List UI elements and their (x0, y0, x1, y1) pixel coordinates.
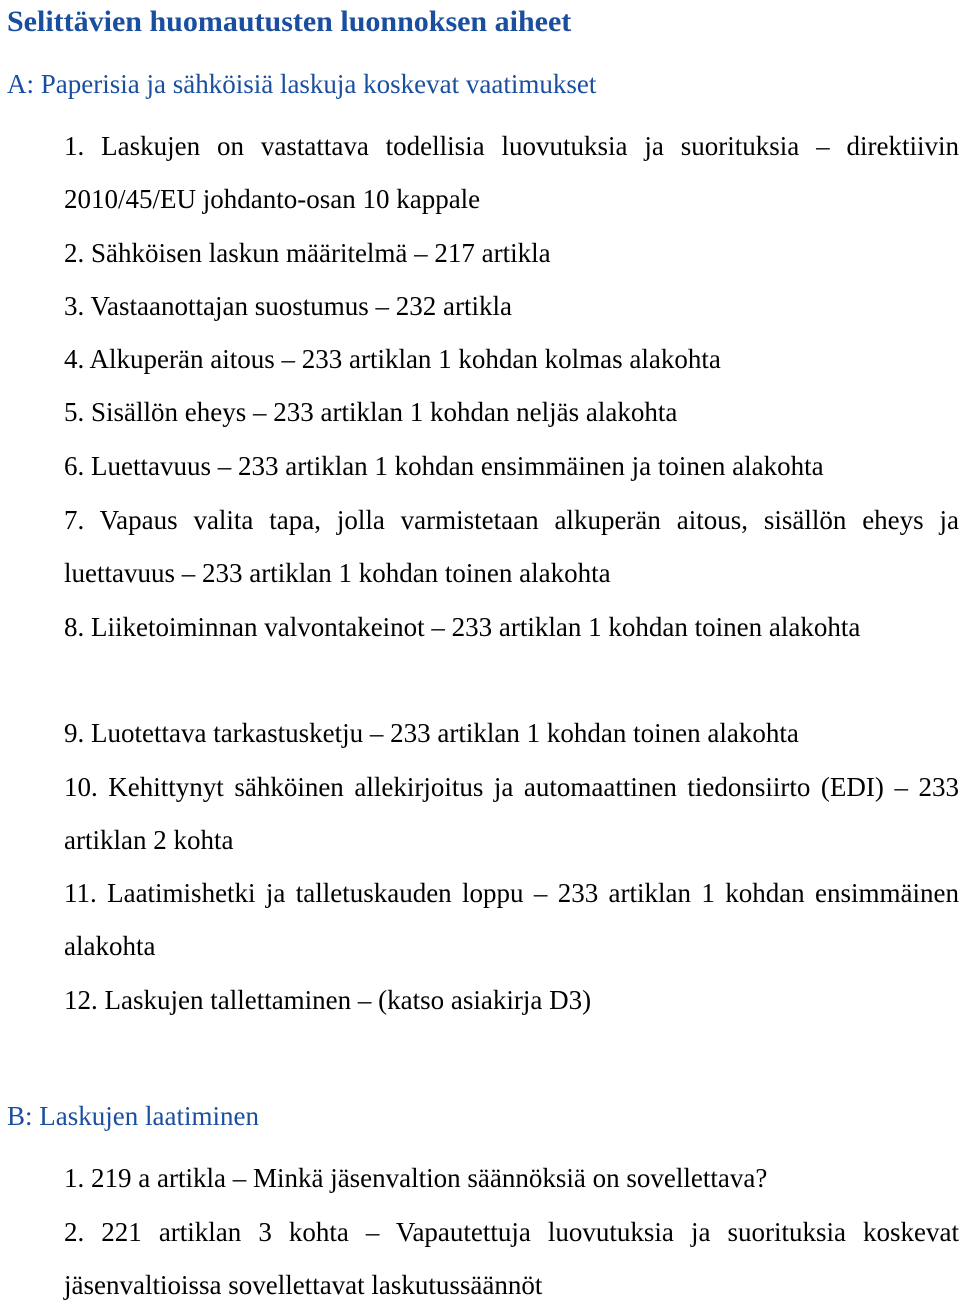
section-a-item-4: 4. Alkuperän aitous – 233 artiklan 1 kohdan kolmas alakohta (64, 344, 721, 374)
section-a-item-10: 10. Kehittynyt sähköinen allekirjoitus ja automaattinen tiedonsiirto (EDI) – 233 artiklan 2 kohta (64, 772, 959, 855)
document-title: Selittävien huomautusten luonnoksen aiheet (7, 5, 572, 38)
section-a-item-5: 5. Sisällön eheys – 233 artiklan 1 kohdan neljäs alakohta (64, 397, 678, 427)
section-a-item-8: 8. Liiketoiminnan valvontakeinot – 233 artiklan 1 kohdan toinen alakohta (64, 612, 861, 642)
section-a-item-3: 3. Vastaanottajan suostumus – 232 artikla (64, 291, 512, 321)
section-a-item-1: 1. Laskujen on vastattava todellisia luovutuksia ja suorituksia – direktiivin 2010/45/EU johdanto-osan 10 kappale (64, 131, 959, 214)
section-b-heading: B: Laskujen laatiminen (7, 1101, 259, 1131)
section-a-item-2: 2. Sähköisen laskun määritelmä – 217 artikla (64, 238, 551, 268)
section-a-item-11: 11. Laatimishetki ja talletuskauden loppu – 233 artiklan 1 kohdan ensimmäinen alakohta (64, 878, 959, 961)
section-a-item-7: 7. Vapaus valita tapa, jolla varmistetaan alkuperän aitous, sisällön eheys ja luettavuus – 233 artiklan 1 kohdan toinen alakohta (64, 505, 959, 588)
section-a-item-9: 9. Luotettava tarkastusketju – 233 artiklan 1 kohdan toinen alakohta (64, 718, 799, 748)
section-a-item-6: 6. Luettavuus – 233 artiklan 1 kohdan ensimmäinen ja toinen alakohta (64, 451, 824, 481)
section-b-item-2: 2. 221 artiklan 3 kohta – Vapautettuja luovutuksia ja suorituksia koskevat jäsenvaltioissa sovellettavat laskutussäännöt (64, 1217, 959, 1300)
section-b-item-1: 1. 219 a artikla – Minkä jäsenvaltion säännöksiä on sovellettava? (64, 1163, 768, 1193)
section-a-item-12: 12. Laskujen tallettaminen – (katso asiakirja D3) (64, 985, 592, 1015)
section-a-heading: A: Paperisia ja sähköisiä laskuja koskevat vaatimukset (7, 69, 597, 99)
